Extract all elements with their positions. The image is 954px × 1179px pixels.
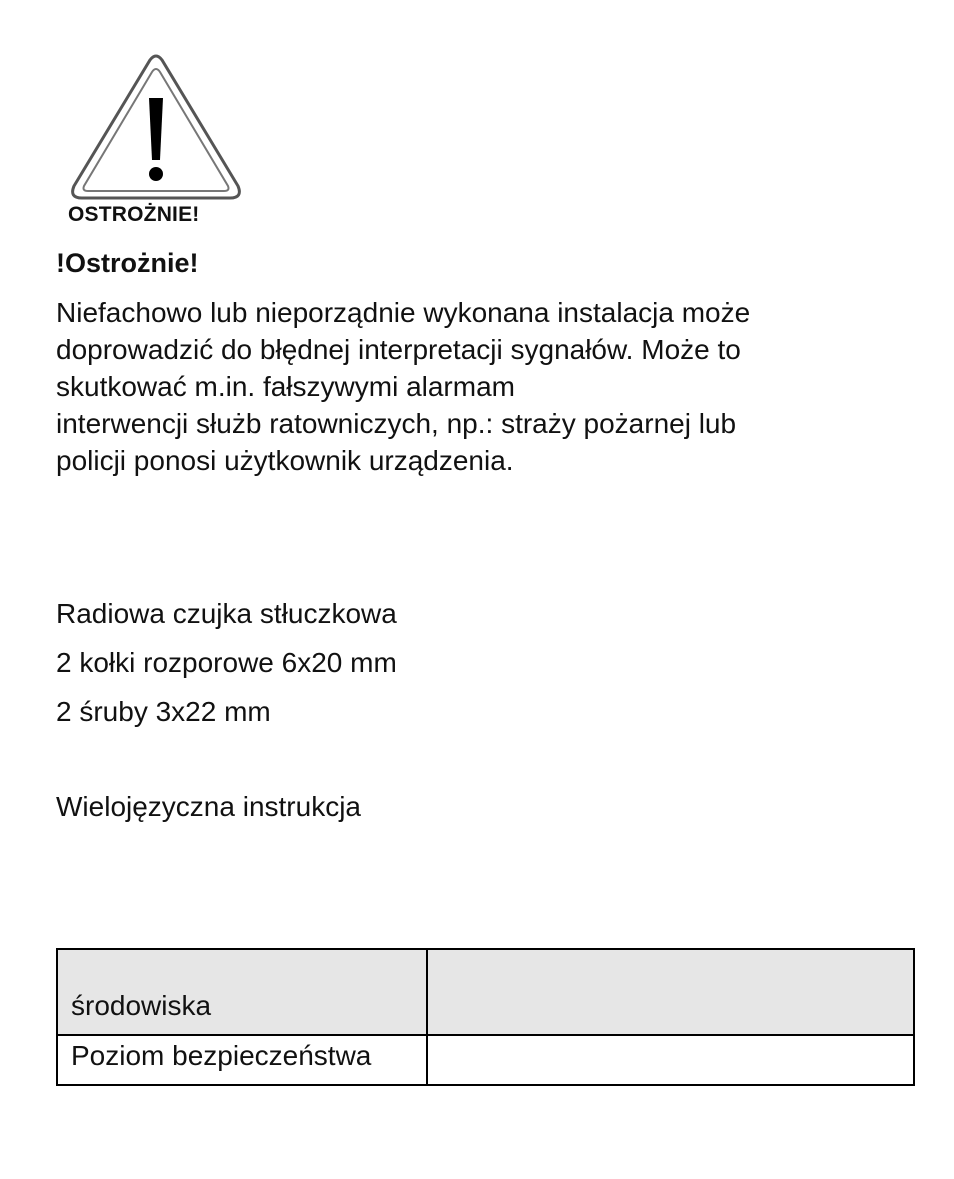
spec-table [56, 948, 915, 1086]
contents-item-wall-plugs: 2 kołki rozporowe 6x20 mm [56, 647, 397, 678]
table-cell-value [427, 1035, 914, 1085]
warning-caption: OSTROŻNIE! [68, 203, 200, 226]
table-cell-label: środowiska [57, 949, 427, 1035]
caution-line: interwencji służb ratowniczych, np.: straży pożarnej lub [56, 408, 737, 439]
caution-line: doprowadzić do błędnej interpretacji sygnałów. Może to [56, 334, 741, 365]
caution-line: policji ponosi użytkownik urządzenia. [56, 445, 514, 476]
warning-triangle-icon [56, 52, 246, 204]
table-row [57, 1035, 914, 1085]
table-cell-value [427, 949, 914, 1035]
table-row [57, 949, 914, 1035]
contents-item-manual: Wielojęzyczna instrukcja [56, 791, 361, 822]
caution-line: Niefachowo lub nieporządnie wykonana instalacja może [56, 297, 751, 328]
contents-item-detector: Radiowa czujka stłuczkowa [56, 598, 397, 629]
table-cell-label: Poziom bezpieczeństwa [57, 1035, 427, 1085]
caution-line: skutkować m.in. fałszywymi alarmam [56, 371, 515, 402]
contents-item-screws: 2 śruby 3x22 mm [56, 696, 271, 727]
warning-block [56, 52, 246, 226]
caution-heading: !Ostrożnie! [56, 248, 199, 278]
caution-paragraph [56, 294, 916, 479]
